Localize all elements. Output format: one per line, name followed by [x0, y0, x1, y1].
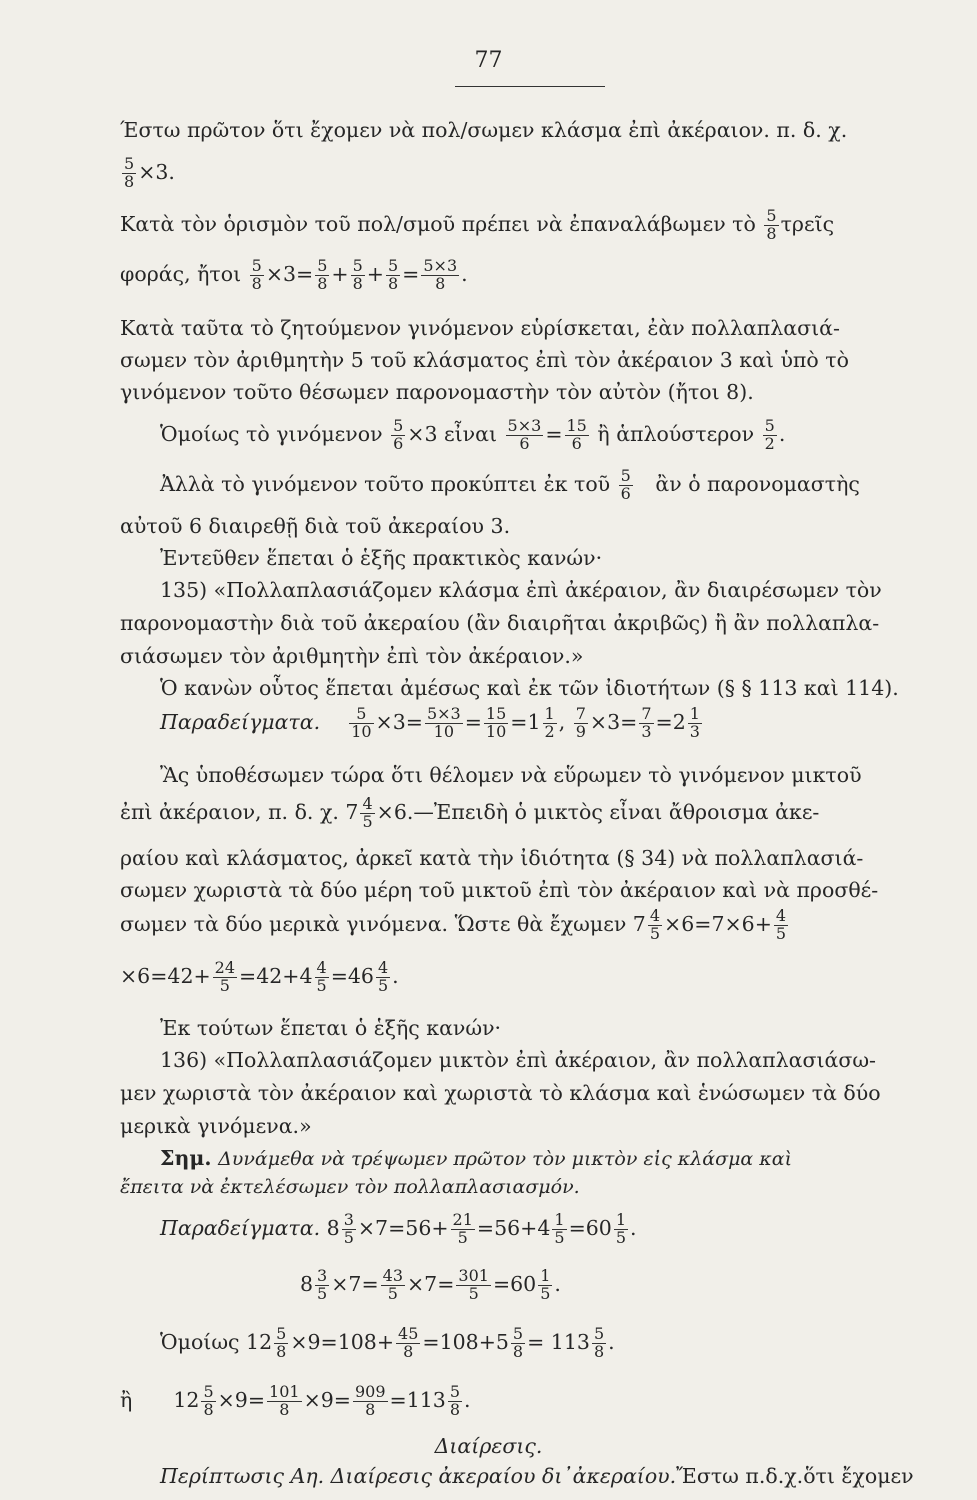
fraction: $\frac{3}{5}$: [317, 1266, 328, 1303]
page-number-rule: [455, 86, 605, 87]
page-number: 77: [474, 48, 503, 73]
text-line-26: μερικὰ γινόμενα.»: [120, 1114, 312, 1138]
text-line-12: 135) «Πολλαπλασιάζομεν κλάσμα ἐπὶ ἀκέραιον, ἂν διαιρέσωμεν τὸν: [160, 578, 882, 602]
fraction: $\frac{1}{5}$: [554, 1210, 565, 1247]
line-text: Ἔστω π.δ.χ.ὅτι ἔχομεν: [676, 1464, 914, 1488]
fraction: $\frac{4}{5}$: [649, 906, 661, 943]
line-text: Ὁμοίως τὸ γινόμενον: [160, 421, 383, 446]
fraction: $\frac{5}{8}$: [124, 154, 135, 191]
line-text: =42+4: [239, 963, 313, 988]
fraction: $\frac{7}{9}$: [575, 704, 586, 741]
text-line-10: αὐτοῦ 6 διαιρεθῇ διὰ τοῦ ἀκεραίου 3.: [120, 514, 511, 538]
fraction: $\frac{7}{3}$: [641, 704, 652, 741]
line-text: Περίπτωσις Αη. Διαίρεσις ἀκεραίου δι᾽ἀκεραίου.: [160, 1464, 677, 1488]
fraction: $\frac{5}{8}$: [449, 1382, 461, 1419]
text-line-25: μεν χωριστὰ τὸν ἀκέραιον καὶ χωριστὰ τὸ κλάσμα καὶ ἑνώσωμεν τὰ δύο: [120, 1081, 881, 1105]
line-text: σωμεν τὰ δύο μερικὰ γινόμενα. Ὥστε θὰ ἔχωμεν 7: [120, 911, 646, 936]
fraction: $\frac{5\times 3}{10}$: [426, 704, 461, 741]
fraction: $\frac{5}{8}$: [203, 1382, 214, 1419]
fraction: $\frac{4}{5}$: [775, 906, 787, 943]
fraction: $\frac{15}{6}$: [566, 416, 587, 453]
line-text: =46: [330, 963, 374, 988]
fraction: $\frac{4}{5}$: [316, 958, 327, 995]
fraction: $\frac{5}{8}$: [512, 1324, 524, 1361]
text-line-17: Ἂς ὑποθέσωμεν τώρα ὅτι θέλομεν νὰ εὕρωμεν τὸ γινόμενον μικτοῦ: [160, 763, 862, 787]
text-line-14: σιάσωμεν τὸν ἀριθμητὴν ἐπὶ τὸν ἀκέραιον.»: [120, 644, 584, 668]
fraction: $\frac{4}{5}$: [377, 958, 389, 995]
fraction: $\frac{5\times 3}{6}$: [507, 416, 542, 453]
fraction: $\frac{1}{5}$: [615, 1210, 627, 1247]
fraction: $\frac{24}{5}$: [214, 958, 236, 995]
text-line-4: φοράς, ἤτοι $\frac{5}{8}$ ×3= $\frac{5}{8}$ + $\frac{5}{8}$ + $\frac{5}{8}$ = $\frac{5\times 3}{8}$ .: [120, 256, 468, 293]
fraction: $\frac{5}{2}$: [764, 416, 775, 453]
line-text: ×6=7×6+: [664, 911, 772, 936]
text-line-1: Έστω πρῶτον ὅτι ἔχομεν νὰ πολ/σωμεν κλάσμα ἐπὶ ἀκέραιον. π. δ. χ.: [120, 118, 848, 142]
line-text: ἐπὶ ἀκέραιον, π. δ. χ. 7: [120, 799, 359, 824]
text-line-2: [120, 156, 947, 191]
expr-text: ×3.: [138, 159, 175, 184]
text-line-6: σωμεν τὸν ἀριθμητὴν 5 τοῦ κλάσματος ἐπὶ τὸν ἀκέραιον 3 καὶ ὑπὸ τὸ: [120, 348, 849, 372]
fraction: $\frac{301}{5}$: [458, 1266, 489, 1303]
section-heading: Διαίρεσις.: [434, 1434, 543, 1458]
fraction: $\frac{1}{5}$: [540, 1266, 551, 1303]
fraction: $\frac{101}{8}$: [269, 1382, 300, 1419]
examples-line-4: Ὁμοίως 12 $\frac{5}{8}$ ×9=108+ $\frac{45}{8}$ =108+5 $\frac{5}{8}$ = 113 $\frac{5}{8}$ .: [160, 1324, 615, 1361]
fraction: $\frac{5}{8}$: [276, 1324, 287, 1361]
text-line-13: παρονομαστὴν διὰ τοῦ ἀκεραίου (ἂν διαιρῆται ἀκριβῶς) ἢ ἂν πολλαπλα-: [120, 611, 880, 635]
text-line-9: [160, 468, 947, 503]
text-line-34: [160, 1466, 957, 1487]
fraction: $\frac{45}{8}$: [398, 1324, 419, 1361]
text-line-23: Ἐκ τούτων ἕπεται ὁ ἑξῆς κανών·: [160, 1016, 502, 1040]
text-line-3: [120, 208, 947, 243]
fraction: $\frac{1}{2}$: [544, 704, 555, 741]
fraction: $\frac{5}{10}$: [351, 704, 372, 741]
line-end: τρεῖς: [780, 211, 835, 236]
line-text: φοράς, ἤτοι: [120, 261, 242, 286]
line-text: ×3 εἶναι: [407, 421, 498, 446]
line-text: ×6.—Ἐπειδὴ ὁ μικτὸς εἶναι ἄθροισμα ἀκε-: [376, 799, 820, 824]
text-line-11: Ἐντεῦθεν ἕπεται ὁ ἑξῆς πρακτικὸς κανών·: [160, 546, 603, 570]
fraction: $\frac{5}{6}$: [393, 416, 404, 453]
line-text: Κατὰ τὸν ὁρισμὸν τοῦ πολ/σμοῦ πρέπει νὰ ἐπαναλάβωμεν τὸ: [120, 211, 756, 236]
text-line-8: Ὁμοίως τὸ γινόμενον $\frac{5}{6}$ ×3 εἶναι $\frac{5\times 3}{6}$ = $\frac{15}{6}$ ἢ ἁπλούστερον $\frac{5}{2}$ .: [160, 416, 786, 453]
text-line-24: 136) «Πολλαπλασιάζομεν μικτὸν ἐπὶ ἀκέραιον, ἂν πολλαπλασιάσω-: [160, 1048, 876, 1072]
fraction: $\frac{5}{8}$: [352, 256, 363, 293]
text-line-21: [120, 908, 947, 943]
fraction: $\frac{3}{5}$: [343, 1210, 354, 1247]
fraction: $\frac{5}{8}$: [387, 256, 399, 293]
text-line-20: σωμεν χωριστὰ τὰ δύο μέρη τοῦ μικτοῦ ἐπὶ τὸν ἀκέραιον καὶ νὰ προσθέ-: [120, 878, 879, 902]
examples-line-2: Παραδείγματα. 8 $\frac{3}{5}$ ×7=56+ $\frac{21}{5}$ =56+4 $\frac{1}{5}$ =60 $\frac{1}{5}$ .: [160, 1210, 637, 1247]
text-line-22: ×6=42+ $\frac{24}{5}$ =42+4 $\frac{4}{5}$ =46 $\frac{4}{5}$ .: [120, 958, 399, 995]
fraction: $\frac{5}{8}$: [251, 256, 262, 293]
text-line-18: [120, 796, 947, 831]
examples-line-3: 8 $\frac{3}{5}$ ×7= $\frac{43}{5}$ ×7= $\frac{301}{5}$ =60 $\frac{1}{5}$ .: [300, 1266, 561, 1303]
fraction: $\frac{1}{3}$: [689, 704, 700, 741]
examples-line-5: ἢ 12 $\frac{5}{8}$ ×9= $\frac{101}{8}$ ×9= $\frac{909}{8}$ =113 $\frac{5}{8}$ .: [120, 1382, 471, 1419]
fraction: $\frac{5}{8}$: [766, 206, 777, 243]
line-text: ἢ ἁπλούστερον: [597, 421, 755, 446]
examples-line-1: Παραδείγματα. $\frac{5}{10}$ ×3= $\frac{5\times 3}{10}$ = $\frac{15}{10}$ =1 $\frac{1}{2}$ , $\frac{7}{9}$ ×3= $\frac{7}{3}$ =2 $\frac{1}{3}$: [160, 704, 700, 741]
fraction: $\frac{909}{8}$: [354, 1382, 386, 1419]
fraction: $\frac{15}{10}$: [485, 704, 507, 741]
line-label: ἢ: [120, 1387, 133, 1412]
line-text: ×6=42+: [120, 963, 211, 988]
fraction: $\frac{5}{6}$: [620, 466, 631, 503]
fraction: $\frac{21}{5}$: [452, 1210, 473, 1247]
note-label: Σημ.: [160, 1146, 212, 1170]
fraction: $\frac{5}{8}$: [317, 256, 328, 293]
text-line-7: γινόμενον τοῦτο θέσωμεν παρονομαστὴν τὸν αὐτὸν (ἤτοι 8).: [120, 380, 754, 404]
text-line-28: ἔπειτα νὰ ἐκτελέσωμεν τὸν πολλαπλασιασμόν.: [120, 1176, 580, 1198]
examples-label: Παραδείγματα.: [160, 709, 321, 734]
note-text: Δυνάμεθα νὰ τρέψωμεν πρῶτον τὸν μικτὸν εἰς κλάσμα καὶ: [218, 1148, 793, 1170]
fraction: $\frac{4}{5}$: [362, 794, 373, 831]
text-line-15: Ὁ κανὼν οὗτος ἕπεται ἀμέσως καὶ ἐκ τῶν ἰδιοτήτων (§ § 113 καὶ 114).: [160, 676, 899, 700]
fraction: $\frac{5\times 3}{8}$: [423, 256, 458, 293]
examples-label: Παραδείγματα.: [160, 1215, 321, 1240]
text-line-19: ραίου καὶ κλάσματος, ἀρκεῖ κατὰ τὴν ἰδιότητα (§ 34) νὰ πολλαπλασιά-: [120, 846, 864, 870]
text-line-5: Κατὰ ταῦτα τὸ ζητούμενον γινόμενον εὑρίσκεται, ἐὰν πολλαπλασιά-: [120, 316, 840, 340]
line-label: Ὁμοίως: [160, 1329, 240, 1354]
line-text: ἂν ὁ παρονομαστὴς: [655, 471, 860, 496]
line-text: Ἀλλὰ τὸ γινόμενον τοῦτο προκύπτει ἐκ τοῦ: [160, 471, 611, 496]
note-line: [160, 1148, 947, 1169]
fraction: $\frac{5}{8}$: [593, 1324, 605, 1361]
fraction: $\frac{43}{5}$: [382, 1266, 403, 1303]
